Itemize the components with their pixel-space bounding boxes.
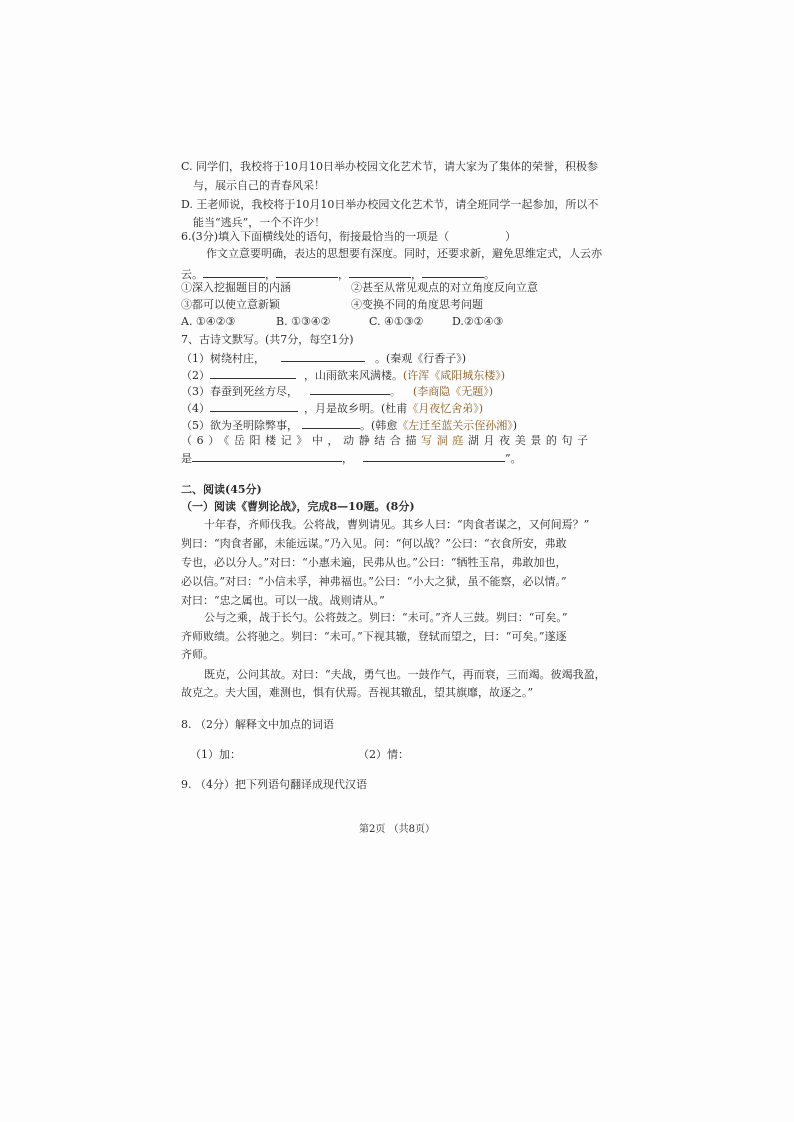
q7-line-6 <box>181 434 593 448</box>
q7-l5-b: 。(韩愈 <box>360 419 398 432</box>
section2-sub1: （一）阅读《曹刿论战》，完成8—10题。(8分) <box>181 500 415 513</box>
page-footer: 第2页 （共8页） <box>359 824 435 835</box>
q7-l5-a: （5）欲为圣明除弊事， <box>181 419 298 432</box>
q6-blank-1[interactable] <box>203 266 265 278</box>
q6-blank-2[interactable] <box>276 266 338 278</box>
q7-l6-c: 湖月夜美景的句子 <box>467 434 593 447</box>
option-c-line2: 与，展示自己的青春风采！ <box>193 179 325 192</box>
q7-l6-a: （6）《岳阳楼记》中， <box>181 434 344 447</box>
passage-p2-l3: 齐师。 <box>181 648 214 661</box>
option-c-line1: C. 同学们，我校将于10月10日举办校园文化艺术节，请大家为了集体的荣誉，积极参 <box>181 160 599 173</box>
q7-l6-b: 动静结合描 <box>343 434 422 447</box>
q7-l2-source: (许浑《咸阳城东楼》) <box>403 369 506 382</box>
q7-line-6b <box>181 450 522 466</box>
q7-l2-a: （2） <box>181 369 210 382</box>
q7-l6-e: ， <box>342 452 353 465</box>
q9-title: 9. （4分）把下列语句翻译成现代汉语 <box>181 778 367 791</box>
q6-sep-2: ， <box>338 268 349 281</box>
q8-item-1: （1）加： <box>190 748 241 761</box>
q6-passage-start: 云。 <box>181 268 203 281</box>
q8-item-2: （2）情： <box>358 748 409 761</box>
q7-l6-source: 写洞庭 <box>421 434 468 447</box>
q6-end: 。 <box>484 268 495 281</box>
q7-line-2 <box>181 367 505 383</box>
q6-stem-end: ） <box>505 230 517 243</box>
q7-l3-a: （3）春蚕到死丝方尽， <box>181 385 298 398</box>
passage-p3-l2: 故克之。夫大国，难测也，惧有伏焉。吾视其辙乱，望其旗靡，故逐之。” <box>181 686 534 699</box>
q8-title: 8. （2分）解释文中加点的词语 <box>181 718 334 731</box>
q7-blank-4[interactable] <box>210 400 298 412</box>
q7-title: 7、古诗文默写。(共7分，每空1分) <box>181 333 354 346</box>
q7-line-1 <box>181 350 466 366</box>
q7-blank-7[interactable] <box>363 450 505 462</box>
option-d-line2: 能当“逃兵”，一个不许少！ <box>193 216 326 229</box>
q7-l1-b: 。(秦观《行香子》) <box>375 352 467 365</box>
passage-p1-l1: 十年春，齐师伐我。公将战，曹刿请见。其乡人曰：“肉食者谋之，又何间焉？” <box>204 518 590 531</box>
q7-line-3 <box>181 383 493 399</box>
q7-l4-source: 《月夜忆舍弟》) <box>407 402 484 415</box>
q7-l5-end: ) <box>512 419 518 432</box>
section2-title: 二、阅读(45分) <box>181 483 262 496</box>
passage-p2-l2: 齐师败绩。公将驰之。刿曰：“未可。”下视其辙，登轼而望之，曰：“可矣。”遂逐 <box>181 630 567 643</box>
q7-l6-f: ”。 <box>505 452 522 465</box>
passage-p1-l5: 对曰：“忠之属也。可以一战。战则请从。” <box>181 594 385 607</box>
passage-p1-l2: 刿曰：“肉食者鄙，未能远谋。”乃入见。问：“何以战？”公曰：“衣食所安，弗敢 <box>181 537 567 550</box>
q7-l6-d: 是 <box>181 452 192 465</box>
q7-l4-b: ，月是故乡明。(杜甫 <box>304 402 408 415</box>
q7-l2-b: ，山雨欲来风满楼。 <box>304 369 403 382</box>
q6-blank-4[interactable] <box>422 266 484 278</box>
q6-stem-text: 6.(3分)填入下面横线处的语句，衔接最恰当的一项是（ <box>181 230 450 243</box>
q6-choice-b[interactable]: B. ①③④② <box>276 315 331 328</box>
q6-item-1: ①深入挖掘题目的内涵 <box>181 281 291 294</box>
option-d-line1: D. 王老师说，我校将于10月10日举办校园文化艺术节，请全班同学一起参加，所以不 <box>181 198 599 211</box>
q7-line-5 <box>181 417 517 433</box>
q7-line-4 <box>181 400 483 416</box>
q6-sep-3: ， <box>411 268 422 281</box>
q6-choice-c[interactable]: C. ④①③② <box>369 315 424 328</box>
q6-sep-1: ， <box>265 268 276 281</box>
q7-l3-b: 。 <box>390 385 401 398</box>
q7-blank-6[interactable] <box>192 450 342 462</box>
q7-l5-source: 《左迁至蓝关示侄孙湘》 <box>397 419 513 432</box>
q7-blank-2[interactable] <box>210 367 296 379</box>
q7-blank-3[interactable] <box>310 383 390 395</box>
q6-choice-d[interactable]: D.②①④③ <box>452 315 504 328</box>
q7-l4-a: （4） <box>181 402 210 415</box>
q6-choice-a[interactable]: A. ①④②③ <box>181 315 236 328</box>
passage-p1-l4: 必以信。”对曰：“小信未孚，神弗福也。”公曰：“小大之狱，虽不能察，必以情。” <box>181 575 567 588</box>
q6-stem <box>181 230 516 244</box>
q6-item-3: ③都可以使立意新颖 <box>181 298 280 311</box>
q6-item-2: ②甚至从常见观点的对立角度反向立意 <box>351 281 538 294</box>
passage-p3-l1: 既克，公问其故。对曰：“夫战，勇气也。一鼓作气，再而衰，三而竭。彼竭我盈， <box>204 668 606 681</box>
q7-l3-source: (李商隐《无题》) <box>413 385 494 398</box>
q6-blank-3[interactable] <box>349 266 411 278</box>
q7-blank-5[interactable] <box>302 417 360 429</box>
passage-p2-l1: 公与之乘，战于长勺。公将鼓之。刿曰：“未可。”齐人三鼓。刿曰：“可矣。” <box>204 611 568 624</box>
q6-passage-line1: 作文立意要明确，表达的思想要有深度。同时，还要求新，避免思维定式，人云亦 <box>206 247 602 260</box>
q7-blank-1[interactable] <box>281 350 365 362</box>
q6-passage-line2 <box>181 266 495 282</box>
passage-p1-l3: 专也，必以分人。”对曰：“小惠未遍，民弗从也。”公曰：“牺牲玉帛，弗敢加也， <box>181 556 567 569</box>
q6-item-4: ④变换不同的角度思考问题 <box>351 298 483 311</box>
q7-l1-a: （1）树绕村庄， <box>181 352 265 365</box>
